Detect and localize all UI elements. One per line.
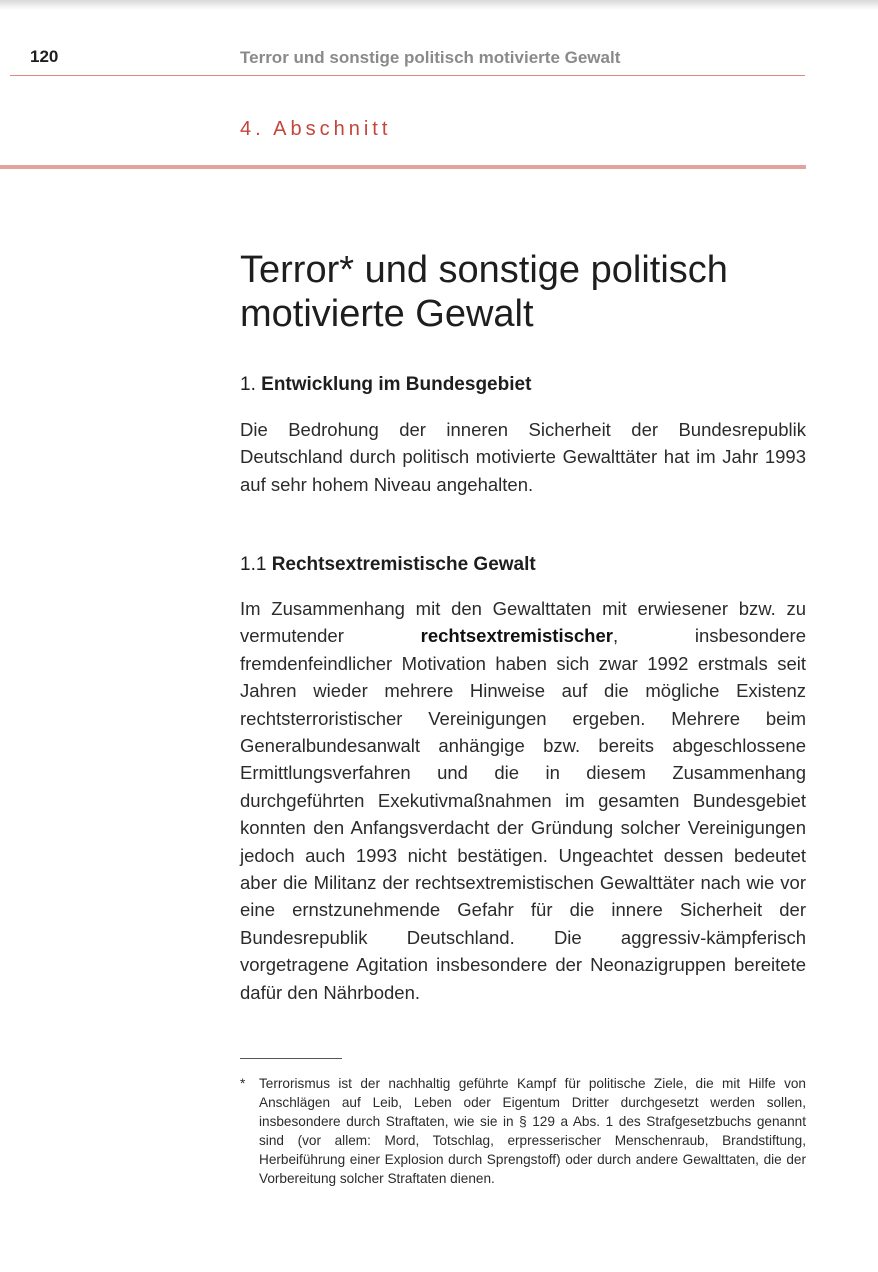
footnote-text: Terrorismus ist der nachhaltig geführte Kampf für politische Ziele, die mit Hilfe von Anschlägen auf Leib, Leben oder Eigentum Dritter durchgesetzt werden sollen, insbesondere durch Straftaten, wie sie in § 129 a Abs. 1 des Strafgesetzbuchs genannt sind (vor allem: Mord, Totschlag, erpresserischer Menschenraub, Brandstiftung, Herbeiführung einer Explosion durch Sprengstoff) oder durch andere Gewalttaten, die der Vorbereitung solcher Straftaten dienen. <box>259 1076 806 1186</box>
running-title: Terror und sonstige politisch motivierte Gewalt <box>240 48 621 67</box>
section-paragraph-1-1 <box>240 595 806 1006</box>
page-number: 120 <box>30 47 59 66</box>
section-title: Entwicklung im Bundesgebiet <box>261 374 532 395</box>
scan-edge-shadow <box>0 0 878 10</box>
section-number: 1.1 <box>240 554 267 575</box>
footnote-rule <box>240 1058 342 1059</box>
section-heading-1-1 <box>240 554 536 576</box>
paragraph-text: , insbesondere fremdenfeindlicher Motivation haben sich zwar 1992 erstmals seit Jahren wieder mehrere Hinweise auf die mögliche Existenz rechtsterroristischer Vereinigungen ergeben. Mehrere beim Generalbundesanwalt anhängige bzw. bereits abgeschlossene Ermittlungsverfahren und die in diesem Zusammenhang durchgeführten Exekutivmaßnahmen im gesamten Bundesgebiet konnten den Anfangsverdacht der Gründung solcher Vereinigungen jedoch auch 1993 nicht bestätigen. Ungeachtet dessen bedeutet aber die Militanz der rechtsextremistischen Gewalttäter nach wie vor eine ernstzunehmende Gefahr für die innere Sicherheit der Bundesrepublik Deutschland. Die aggressiv-kämpferisch vorgetragene Agitation insbesondere der Neonazigruppen bereitete dafür den Nährboden. <box>240 625 806 1003</box>
footnote <box>240 1074 806 1188</box>
emphasis-term: rechtsextremistischer <box>420 625 613 647</box>
chapter-title: Terror* und sonstige politisch motivierte Gewalt <box>240 249 728 335</box>
section-title: Rechtsextremistische Gewalt <box>271 554 536 575</box>
paragraph-text: Im Zusammenhang mit den Gewalttaten mit erwiesener bzw. zu vermutender <box>240 598 806 647</box>
section-paragraph-1: Die Bedrohung der inneren Sicherheit der Bundesrepublik Deutschland durch politisch motivierte Gewalttäter hat im Jahr 1993 auf sehr hohem Niveau angehalten. <box>240 419 806 495</box>
section-rule <box>0 165 806 169</box>
footnote-mark: * <box>240 1076 246 1091</box>
header-rule <box>10 75 805 76</box>
section-number: 1. <box>240 374 256 395</box>
section-heading-1 <box>240 374 531 396</box>
section-label: 4. Abschnitt <box>240 118 392 140</box>
